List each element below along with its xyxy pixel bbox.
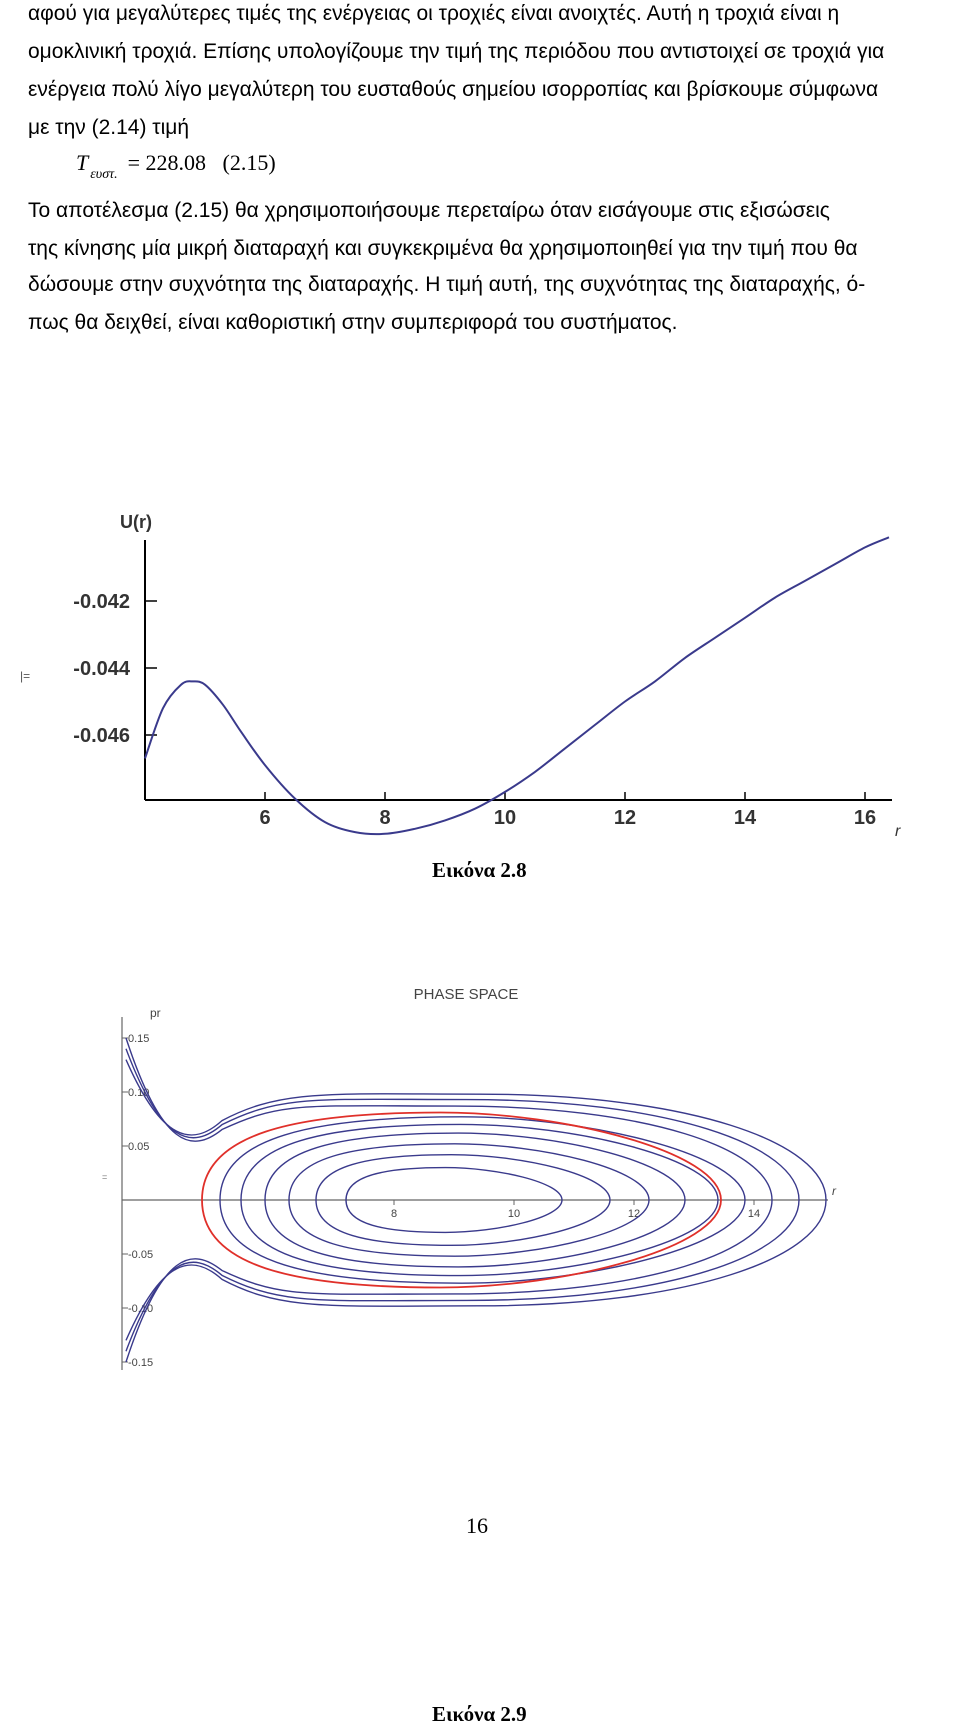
x-axis-label: r	[895, 823, 901, 840]
x-axis-label: r	[832, 1184, 836, 1198]
chart-title: PHASE SPACE	[413, 986, 519, 1003]
x-tick-label: 16	[853, 807, 877, 829]
paragraph-line: αφού για μεγαλύτερες τιμές της ενέργειας οι τροχιές είναι ανοιχτές. Αυτή η τροχιά είναι η	[28, 2, 840, 25]
x-tick-label: 12	[627, 1208, 641, 1220]
x-tick-label: 10	[493, 807, 517, 829]
equation-value: = 228.08	[127, 150, 207, 175]
x-tick-label: 8	[390, 1208, 398, 1220]
potential-curve	[145, 537, 889, 834]
paragraph-line: Το αποτέλεσμα (2.15) θα χρησιμοποιήσουμε περεταίρω όταν εισάγουμε στις εξισώσεις	[28, 199, 830, 222]
y-tick-label: -0.10	[128, 1303, 154, 1315]
y-axis-label: U(r)	[120, 512, 152, 532]
paragraph-line: της κίνησης μία μικρή διαταραχή και συγκεκριμένα θα χρησιμοποιηθεί για την τιμή που θα	[28, 237, 858, 260]
y-tick-label: -0.15	[128, 1357, 154, 1369]
paragraph-line: δώσουμε στην συχνότητα της διαταραχής. Η τιμή αυτή, της συχνότητας της διαταραχής, ό-	[28, 273, 866, 296]
equation-label: (2.15)	[222, 150, 276, 175]
x-tick-label: 10	[507, 1208, 521, 1220]
y-tick-label: 0.10	[128, 1087, 150, 1099]
phase-space-plot	[0, 975, 960, 1375]
figure-caption-2-8: Εικόνα 2.8	[432, 858, 527, 882]
y-tick-label: 0.05	[128, 1141, 150, 1153]
potential-plot	[0, 500, 960, 850]
paragraph-line: πως θα δειχθεί, είναι καθοριστική στην συμπεριφορά του συστήματος.	[28, 311, 678, 334]
paragraph-line: με την (2.14) τιμή	[28, 116, 190, 139]
x-tick-label: 14	[733, 807, 757, 829]
x-tick-label: 14	[747, 1208, 761, 1220]
y-axis-label: pr	[150, 1006, 161, 1020]
equation-2-15	[76, 150, 276, 182]
y-tick-label: -0.046	[73, 725, 130, 747]
page-number: 16	[466, 1513, 488, 1538]
x-tick-label: 6	[259, 807, 271, 829]
stray-mark: =	[102, 1172, 108, 1182]
x-tick-label: 12	[613, 807, 637, 829]
y-tick-label: -0.044	[73, 658, 130, 680]
x-tick-label: 8	[379, 807, 391, 829]
y-tick-label: -0.042	[73, 591, 130, 613]
equation-symbol: T	[76, 150, 89, 175]
equation-subscript: ευστ.	[90, 167, 118, 182]
paragraph-line: ομοκλινική τροχιά. Επίσης υπολογίζουμε την τιμή της περιόδου που αντιστοιχεί σε τροχιά για	[28, 40, 885, 63]
y-tick-label: -0.05	[128, 1249, 154, 1261]
paragraph-line: ενέργεια πολύ λίγο μεγαλύτερη του ευσταθούς σημείου ισορροπίας και βρίσκουμε σύμφωνα	[28, 78, 879, 101]
figure-caption-2-9: Εικόνα 2.9	[432, 1702, 527, 1726]
stray-mark: |=	[20, 669, 31, 683]
y-tick-label: 0.15	[128, 1033, 150, 1045]
